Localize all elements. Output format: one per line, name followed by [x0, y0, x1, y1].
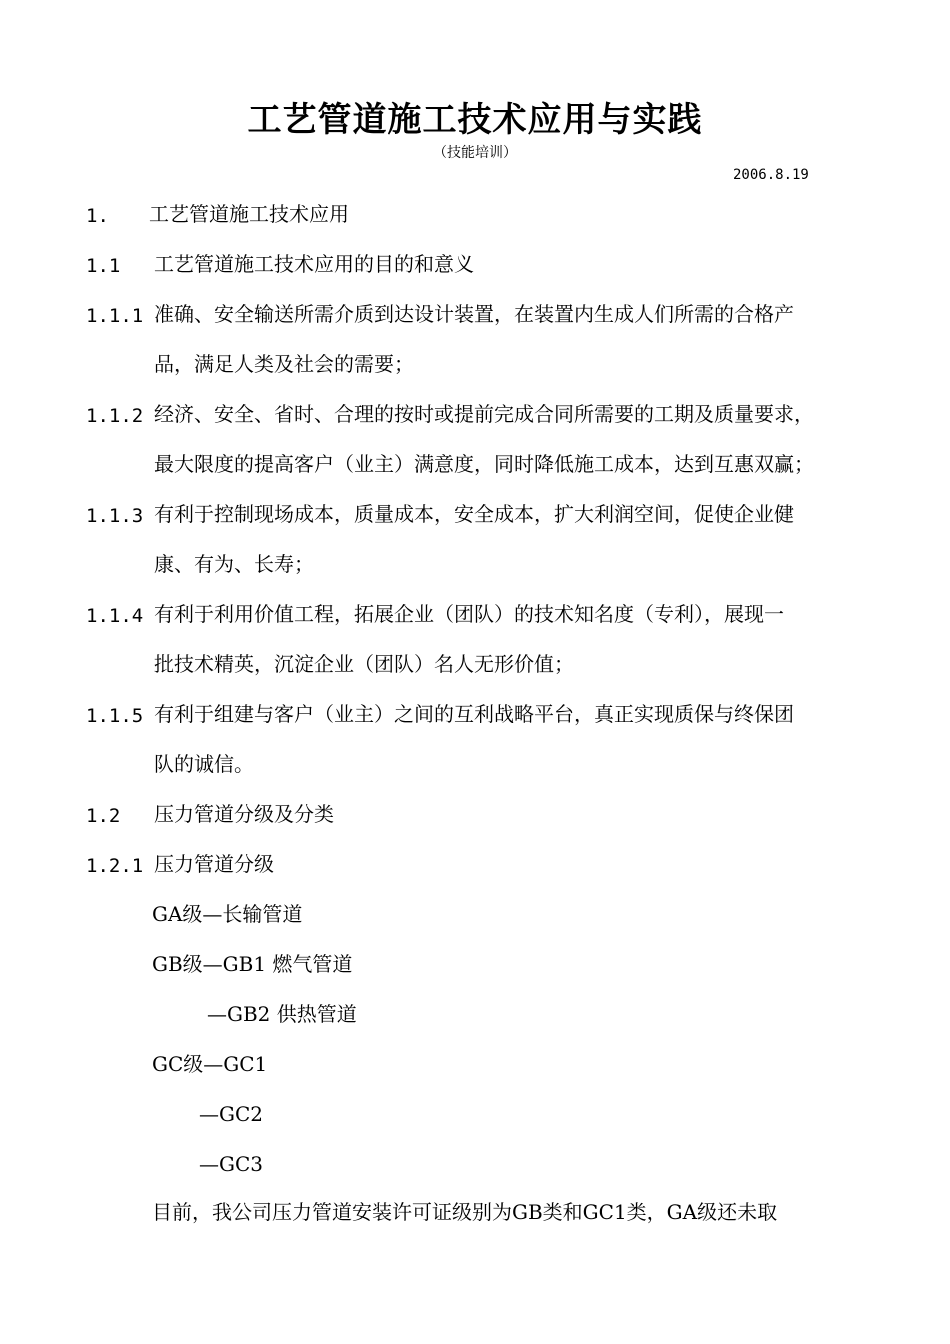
item-number: 1.1.3 — [86, 505, 144, 527]
item-number: 1.1.1 — [86, 305, 144, 327]
pipe-class-line: —GC2 — [199, 1102, 264, 1126]
heading-text: 工艺管道施工技术应用的目的和意义 — [154, 252, 474, 276]
paragraph-line: 康、有为、长寿； — [154, 552, 314, 576]
heading-number: 1.1 — [86, 255, 121, 277]
heading-number: 1.2 — [86, 805, 121, 827]
heading-text: 压力管道分级及分类 — [154, 802, 334, 826]
paragraph-line: 队的诚信。 — [154, 752, 254, 776]
document-subtitle: （技能培训） — [433, 145, 517, 161]
document-title: 工艺管道施工技术应用与实践 — [247, 100, 703, 140]
paragraph-line: 目前，我公司压力管道安装许可证级别为GB类和GC1类，GA级还未取 — [152, 1200, 778, 1224]
heading-number: 1. — [86, 205, 109, 227]
heading-text: 压力管道分级 — [154, 852, 274, 876]
pipe-class-line: GC级—GC1 — [152, 1052, 268, 1076]
paragraph-line: 批技术精英，沉淀企业（团队）名人无形价值； — [154, 652, 574, 676]
pipe-class-line: GB级—GB1 燃气管道 — [152, 952, 353, 976]
paragraph-line: 最大限度的提高客户（业主）满意度，同时降低施工成本，达到互惠双赢； — [154, 452, 814, 476]
paragraph-line: 品，满足人类及社会的需要； — [154, 352, 414, 376]
paragraph-line: 有利于利用价值工程，拓展企业（团队）的技术知名度（专利），展现一 — [154, 602, 784, 626]
heading-text: 工艺管道施工技术应用 — [149, 202, 349, 226]
paragraph-line: 有利于组建与客户（业主）之间的互利战略平台，真正实现质保与终保团 — [154, 702, 794, 726]
item-number: 1.1.2 — [86, 405, 144, 427]
pipe-class-line: —GB2 供热管道 — [207, 1002, 357, 1026]
paragraph-line: 有利于控制现场成本，质量成本，安全成本，扩大利润空间，促使企业健 — [154, 502, 794, 526]
paragraph-line: 准确、安全输送所需介质到达设计装置，在装置内生成人们所需的合格产 — [154, 302, 794, 326]
pipe-class-line: GA级—长输管道 — [152, 902, 303, 926]
item-number: 1.1.4 — [86, 605, 144, 627]
document-date: 2006.8.19 — [733, 167, 809, 183]
item-number: 1.1.5 — [86, 705, 144, 727]
paragraph-line: 经济、安全、省时、合理的按时或提前完成合同所需要的工期及质量要求， — [154, 402, 814, 426]
pipe-class-line: —GC3 — [199, 1152, 264, 1176]
item-number: 1.2.1 — [86, 855, 144, 877]
